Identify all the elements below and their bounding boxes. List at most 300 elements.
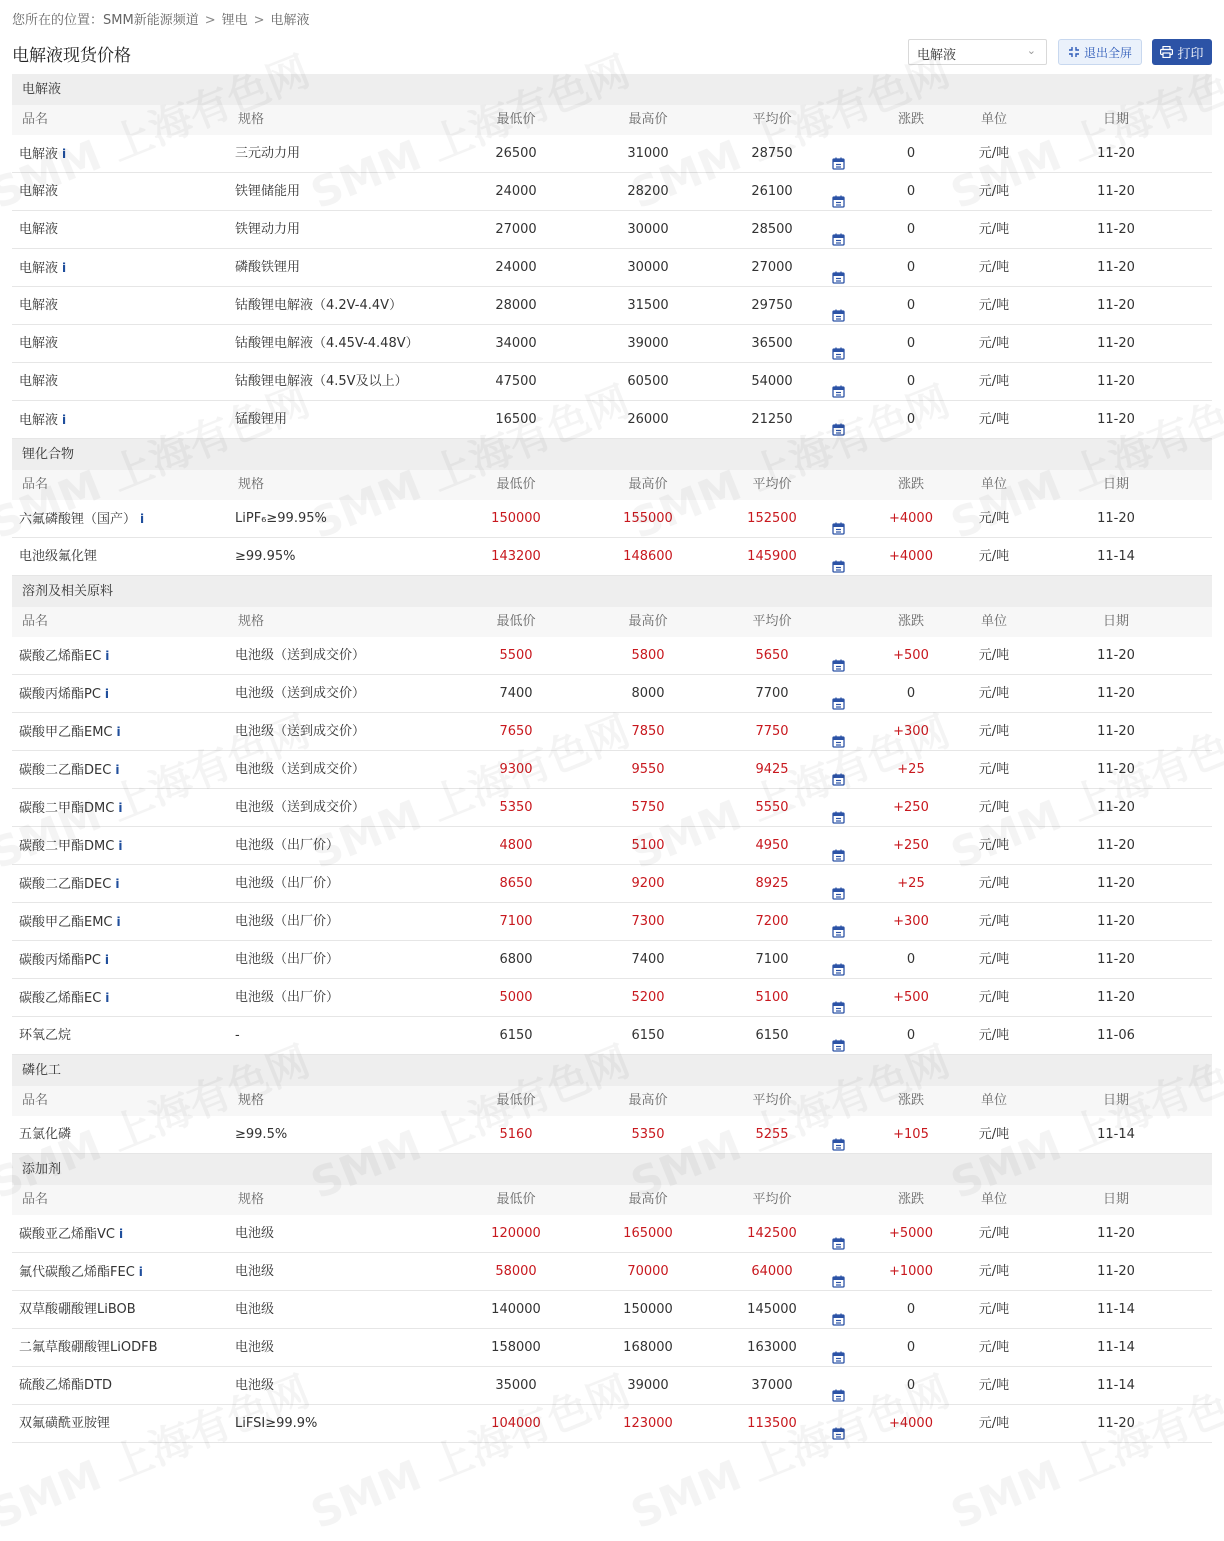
cell-avg: 26100 — [751, 184, 793, 199]
cell-date: 11-20 — [1097, 511, 1135, 526]
cell-avg: 8925 — [755, 876, 789, 891]
breadcrumb-link-channel[interactable]: SMM新能源频道 — [103, 13, 199, 28]
cell-low: 24000 — [495, 260, 537, 275]
cell-name[interactable] — [19, 1329, 158, 1367]
cell-change: 0 — [906, 1378, 916, 1393]
cell-avg: 5650 — [755, 648, 789, 663]
cell-change: 0 — [906, 184, 916, 199]
cell-spec: - — [235, 1028, 240, 1043]
cell-name[interactable] — [19, 363, 58, 401]
cell-high: 155000 — [623, 511, 673, 526]
calendar-chart-icon[interactable] — [832, 1030, 848, 1068]
cell-date: 11-20 — [1097, 1226, 1135, 1241]
cell-low: 28000 — [495, 298, 537, 313]
cell-high: 31500 — [627, 298, 669, 313]
cell-spec: 钴酸锂电解液（4.45V-4.48V） — [235, 336, 419, 351]
product-name[interactable]: 六氟磷酸锂（国产） — [19, 512, 137, 527]
info-icon[interactable]: i — [62, 413, 67, 427]
cell-high: 60500 — [627, 374, 669, 389]
table-row — [12, 713, 1212, 751]
calendar-chart-icon[interactable] — [832, 1129, 848, 1167]
cell-date: 11-20 — [1097, 374, 1135, 389]
cell-change: +25 — [897, 762, 925, 777]
cell-change: +105 — [893, 1127, 929, 1142]
cell-name[interactable] — [19, 979, 109, 1018]
cell-spec: 电池级（送到成交价） — [235, 724, 366, 739]
column-header-name: 品名 — [22, 1192, 49, 1207]
product-name[interactable]: 碳酸二甲酯DMC — [19, 839, 115, 854]
calendar-chart-icon[interactable] — [832, 551, 848, 589]
product-name[interactable]: 碳酸二乙酯DEC — [19, 763, 112, 778]
cell-change: 0 — [906, 222, 916, 237]
table-row — [12, 865, 1212, 903]
cell-date: 11-20 — [1097, 762, 1135, 777]
section-header: 磷化工 — [12, 1055, 1212, 1086]
cell-unit: 元/吨 — [978, 686, 1010, 701]
cell-name[interactable] — [19, 637, 109, 676]
table-row — [12, 827, 1212, 865]
cell-avg: 145000 — [747, 1302, 797, 1317]
product-name[interactable]: 碳酸甲乙酯EMC — [19, 725, 113, 740]
cell-avg: 4950 — [755, 838, 789, 853]
product-name[interactable]: 双草酸硼酸锂LiBOB — [19, 1302, 136, 1317]
cell-name[interactable] — [19, 249, 66, 288]
cell-date: 11-20 — [1097, 876, 1135, 891]
print-label: 打印 — [1177, 46, 1204, 62]
cell-low: 6150 — [499, 1028, 533, 1043]
cell-high: 39000 — [627, 1378, 669, 1393]
info-icon[interactable]: i — [104, 687, 110, 701]
page-title: 电解液现货价格 — [12, 46, 131, 66]
product-name[interactable]: 碳酸二甲酯DMC — [19, 801, 115, 816]
product-name[interactable]: 电解液 — [19, 298, 59, 313]
cell-unit: 元/吨 — [978, 260, 1010, 275]
product-name[interactable]: 碳酸丙烯酯PC — [19, 687, 101, 702]
product-name[interactable]: 碳酸乙烯酯EC — [19, 649, 102, 664]
cell-unit: 元/吨 — [978, 298, 1010, 313]
cell-spec: 电池级 — [235, 1340, 275, 1355]
cell-high: 30000 — [627, 260, 669, 275]
table-row — [12, 1405, 1212, 1443]
cell-low: 16500 — [495, 412, 537, 427]
info-icon[interactable]: i — [104, 953, 110, 967]
column-header-high: 最高价 — [628, 112, 668, 127]
column-header-low: 最低价 — [496, 1093, 536, 1108]
cell-date: 11-20 — [1097, 648, 1135, 663]
column-header-row — [12, 607, 1212, 637]
breadcrumb-link-lithium[interactable]: 锂电 — [221, 13, 248, 28]
cell-name[interactable] — [19, 1367, 112, 1405]
cell-change: 0 — [906, 1340, 916, 1355]
info-icon[interactable]: i — [105, 991, 110, 1005]
cell-low: 6800 — [499, 952, 533, 967]
cell-low: 5350 — [499, 800, 533, 815]
cell-unit: 元/吨 — [978, 1028, 1010, 1043]
cell-high: 7400 — [631, 952, 665, 967]
cell-low: 58000 — [495, 1264, 537, 1279]
cell-date: 11-20 — [1097, 1416, 1135, 1431]
cell-change: +5000 — [889, 1226, 933, 1241]
cell-low: 47500 — [495, 374, 537, 389]
product-name[interactable]: 碳酸二乙酯DEC — [19, 877, 112, 892]
cell-name[interactable] — [19, 941, 109, 980]
column-header-row — [12, 1185, 1212, 1215]
cell-avg: 6150 — [755, 1028, 789, 1043]
cell-date: 11-06 — [1097, 1028, 1135, 1043]
cell-change: +4000 — [889, 1416, 933, 1431]
info-icon[interactable]: i — [140, 512, 145, 526]
cell-change: +1000 — [889, 1264, 933, 1279]
cell-high: 28200 — [627, 184, 669, 199]
cell-name[interactable] — [19, 500, 144, 539]
product-name[interactable]: 碳酸亚乙烯酯VC — [19, 1227, 115, 1242]
table-row — [12, 637, 1212, 675]
column-header-unit: 单位 — [980, 477, 1007, 492]
table-row — [12, 1215, 1212, 1253]
cell-unit: 元/吨 — [978, 1127, 1010, 1142]
table-row — [12, 789, 1212, 827]
category-select-value: 电解液 — [917, 48, 957, 63]
product-name[interactable]: 电解液 — [19, 147, 59, 162]
cell-low: 34000 — [495, 336, 537, 351]
cell-date: 11-20 — [1097, 298, 1135, 313]
cell-low: 8650 — [499, 876, 533, 891]
cell-avg: 7750 — [755, 724, 789, 739]
cell-date: 11-14 — [1097, 1302, 1135, 1317]
column-header-change: 涨跌 — [897, 112, 924, 127]
product-name[interactable]: 硫酸乙烯酯DTD — [19, 1378, 112, 1393]
cell-avg: 163000 — [747, 1340, 797, 1355]
exit-fullscreen-button[interactable] — [1058, 39, 1142, 65]
column-header-row — [12, 1086, 1212, 1116]
column-header-low: 最低价 — [496, 614, 536, 629]
cell-date: 11-20 — [1097, 222, 1135, 237]
table-row — [12, 1253, 1212, 1291]
cell-name[interactable] — [19, 173, 58, 211]
cell-low: 9300 — [499, 762, 533, 777]
table-row — [12, 1017, 1212, 1055]
cell-avg: 29750 — [751, 298, 793, 313]
table-row — [12, 751, 1212, 789]
cell-high: 7850 — [631, 724, 665, 739]
cell-name[interactable] — [19, 865, 119, 904]
cell-date: 11-14 — [1097, 549, 1135, 564]
product-name[interactable]: 氟代碳酸乙烯酯FEC — [19, 1265, 135, 1280]
info-icon[interactable]: i — [62, 261, 67, 275]
cell-high: 8000 — [631, 686, 665, 701]
cell-change: 0 — [906, 412, 916, 427]
cell-unit: 元/吨 — [978, 1302, 1010, 1317]
product-name[interactable]: 碳酸甲乙酯EMC — [19, 915, 113, 930]
info-icon[interactable]: i — [118, 801, 123, 815]
cell-date: 11-20 — [1097, 724, 1135, 739]
cell-name[interactable] — [19, 1116, 71, 1154]
table-row — [12, 401, 1212, 439]
cell-spec: ≥99.95% — [235, 549, 296, 564]
cell-unit: 元/吨 — [978, 1226, 1010, 1241]
product-name[interactable]: 电解液 — [19, 374, 59, 389]
cell-date: 11-20 — [1097, 686, 1135, 701]
table-row — [12, 1329, 1212, 1367]
print-button[interactable] — [1152, 39, 1212, 65]
cell-name[interactable] — [19, 1017, 71, 1055]
column-header-spec: 规格 — [238, 1192, 265, 1207]
cell-name[interactable] — [19, 827, 122, 866]
collapse-icon — [1068, 46, 1080, 58]
price-table — [12, 74, 1212, 1443]
cell-date: 11-14 — [1097, 1127, 1135, 1142]
cell-spec: 钴酸锂电解液（4.5V及以上） — [235, 374, 408, 389]
column-header-high: 最高价 — [628, 1192, 668, 1207]
column-header-date: 日期 — [1102, 477, 1129, 492]
cell-avg: 21250 — [751, 412, 793, 427]
cell-unit: 元/吨 — [978, 952, 1010, 967]
cell-spec: 磷酸铁锂用 — [235, 260, 301, 275]
cell-unit: 元/吨 — [978, 914, 1010, 929]
cell-change: +300 — [893, 914, 929, 929]
product-name[interactable]: 二氟草酸硼酸锂LiODFB — [19, 1340, 158, 1355]
cell-high: 5350 — [631, 1127, 665, 1142]
exit-fullscreen-label: 退出全屏 — [1083, 45, 1132, 60]
cell-date: 11-20 — [1097, 412, 1135, 427]
cell-date: 11-20 — [1097, 952, 1135, 967]
cell-date: 11-20 — [1097, 914, 1135, 929]
column-header-date: 日期 — [1102, 1093, 1129, 1108]
cell-name[interactable] — [19, 903, 121, 942]
cell-spec: 电池级 — [235, 1302, 275, 1317]
cell-spec: 锰酸锂用 — [235, 412, 288, 427]
cell-spec: ≥99.5% — [235, 1127, 288, 1142]
cell-low: 104000 — [491, 1416, 541, 1431]
cell-unit: 元/吨 — [978, 412, 1010, 427]
cell-spec: LiFSI≥99.9% — [235, 1416, 318, 1431]
cell-low: 4800 — [499, 838, 533, 853]
cell-unit: 元/吨 — [978, 1264, 1010, 1279]
product-name[interactable]: 电解液 — [19, 336, 59, 351]
info-icon[interactable]: i — [116, 725, 121, 739]
cell-unit: 元/吨 — [978, 990, 1010, 1005]
info-icon[interactable]: i — [118, 1227, 124, 1241]
column-header-high: 最高价 — [628, 1093, 668, 1108]
cell-change: +4000 — [889, 549, 933, 564]
table-row — [12, 500, 1212, 538]
cell-high: 168000 — [623, 1340, 673, 1355]
cell-avg: 37000 — [751, 1378, 793, 1393]
cell-spec: 铁锂动力用 — [235, 222, 301, 237]
column-header-date: 日期 — [1102, 112, 1129, 127]
column-header-spec: 规格 — [238, 477, 265, 492]
cell-avg: 142500 — [747, 1226, 797, 1241]
calendar-chart-icon[interactable] — [832, 1418, 848, 1456]
cell-unit: 元/吨 — [978, 184, 1010, 199]
info-icon[interactable]: i — [116, 915, 121, 929]
column-header-change: 涨跌 — [897, 1192, 924, 1207]
cell-high: 30000 — [627, 222, 669, 237]
info-icon[interactable]: i — [62, 147, 67, 161]
table-row — [12, 1291, 1212, 1329]
calendar-chart-icon[interactable] — [832, 414, 848, 452]
printer-icon — [1160, 46, 1173, 58]
breadcrumb — [12, 9, 310, 28]
cell-high: 26000 — [627, 412, 669, 427]
cell-low: 7100 — [499, 914, 533, 929]
cell-low: 150000 — [491, 511, 541, 526]
cell-spec: 电池级（出厂价） — [235, 990, 340, 1005]
product-name[interactable]: 碳酸丙烯酯PC — [19, 953, 101, 968]
column-header-unit: 单位 — [980, 1093, 1007, 1108]
column-header-unit: 单位 — [980, 112, 1007, 127]
product-name[interactable]: 五氯化磷 — [19, 1127, 72, 1142]
cell-change: 0 — [906, 146, 916, 161]
cell-spec: 铁锂储能用 — [235, 184, 301, 199]
product-name[interactable]: 电解液 — [19, 261, 59, 276]
cell-name[interactable] — [19, 1215, 123, 1254]
cell-avg: 152500 — [747, 511, 797, 526]
cell-spec: 电池级（出厂价） — [235, 838, 340, 853]
cell-high: 9550 — [631, 762, 665, 777]
table-row — [12, 1116, 1212, 1154]
product-name[interactable]: 电解液 — [19, 184, 59, 199]
cell-change: 0 — [906, 686, 916, 701]
cell-avg: 27000 — [751, 260, 793, 275]
cell-low: 143200 — [491, 549, 541, 564]
product-name[interactable]: 环氧乙烷 — [19, 1028, 72, 1043]
cell-avg: 7700 — [755, 686, 789, 701]
column-header-low: 最低价 — [496, 112, 536, 127]
cell-name[interactable] — [19, 1253, 143, 1292]
info-icon[interactable]: i — [115, 877, 120, 891]
column-header-high: 最高价 — [628, 477, 668, 492]
column-header-date: 日期 — [1102, 614, 1129, 629]
cell-date: 11-14 — [1097, 1378, 1135, 1393]
cell-high: 5800 — [631, 648, 665, 663]
cell-unit: 元/吨 — [978, 146, 1010, 161]
cell-spec: 三元动力用 — [235, 146, 301, 161]
cell-change: +300 — [893, 724, 929, 739]
cell-change: 0 — [906, 260, 916, 275]
cell-unit: 元/吨 — [978, 549, 1010, 564]
cell-unit: 元/吨 — [978, 762, 1010, 777]
cell-name[interactable] — [19, 1405, 110, 1443]
cell-spec: 电池级 — [235, 1226, 275, 1241]
column-header-avg: 平均价 — [752, 614, 792, 629]
cell-name[interactable] — [19, 401, 66, 440]
column-header-low: 最低价 — [496, 477, 536, 492]
breadcrumb-prefix: 您所在的位置： — [12, 13, 104, 28]
product-name[interactable]: 电解液 — [19, 413, 59, 428]
cell-change: 0 — [906, 1028, 916, 1043]
cell-unit: 元/吨 — [978, 1340, 1010, 1355]
cell-avg: 28500 — [751, 222, 793, 237]
cell-name[interactable] — [19, 751, 119, 790]
cell-high: 148600 — [623, 549, 673, 564]
cell-low: 24000 — [495, 184, 537, 199]
product-name[interactable]: 双氟磺酰亚胺锂 — [19, 1416, 111, 1431]
column-header-row — [12, 470, 1212, 500]
cell-low: 7400 — [499, 686, 533, 701]
cell-date: 11-20 — [1097, 146, 1135, 161]
table-row — [12, 538, 1212, 576]
column-header-date: 日期 — [1102, 1192, 1129, 1207]
cell-change: +4000 — [889, 511, 933, 526]
cell-spec: 电池级（送到成交价） — [235, 762, 366, 777]
column-header-low: 最低价 — [496, 1192, 536, 1207]
column-header-spec: 规格 — [238, 112, 265, 127]
column-header-avg: 平均价 — [752, 1093, 792, 1108]
cell-low: 5160 — [499, 1127, 533, 1142]
column-header-row — [12, 105, 1212, 135]
cell-date: 11-14 — [1097, 1340, 1135, 1355]
cell-date: 11-20 — [1097, 800, 1135, 815]
product-name[interactable]: 电解液 — [19, 222, 59, 237]
table-row — [12, 173, 1212, 211]
breadcrumb-current: 电解液 — [270, 13, 310, 28]
table-row — [12, 941, 1212, 979]
cell-spec: 电池级（出厂价） — [235, 952, 340, 967]
info-icon[interactable]: i — [105, 649, 110, 663]
product-name[interactable]: 碳酸乙烯酯EC — [19, 991, 102, 1006]
cell-high: 165000 — [623, 1226, 673, 1241]
cell-low: 158000 — [491, 1340, 541, 1355]
cell-date: 11-20 — [1097, 990, 1135, 1005]
cell-name[interactable] — [19, 1291, 136, 1329]
cell-low: 140000 — [491, 1302, 541, 1317]
table-row — [12, 249, 1212, 287]
cell-name[interactable] — [19, 789, 122, 828]
cell-name[interactable] — [19, 713, 121, 752]
cell-name[interactable] — [19, 538, 97, 576]
column-header-avg: 平均价 — [752, 477, 792, 492]
cell-unit: 元/吨 — [978, 648, 1010, 663]
column-header-unit: 单位 — [980, 614, 1007, 629]
info-icon[interactable]: i — [118, 839, 123, 853]
cell-avg: 7200 — [755, 914, 789, 929]
cell-name[interactable] — [19, 211, 58, 249]
cell-change: 0 — [906, 298, 916, 313]
cell-avg: 28750 — [751, 146, 793, 161]
cell-name[interactable] — [19, 287, 58, 325]
cell-date: 11-20 — [1097, 260, 1135, 275]
column-header-unit: 单位 — [980, 1192, 1007, 1207]
cell-name[interactable] — [19, 675, 109, 714]
cell-name[interactable] — [19, 135, 66, 174]
cell-date: 11-20 — [1097, 1264, 1135, 1279]
cell-avg: 5255 — [755, 1127, 789, 1142]
category-select[interactable] — [908, 39, 1047, 65]
cell-spec: 钴酸锂电解液（4.2V-4.4V） — [235, 298, 403, 313]
cell-spec: 电池级 — [235, 1378, 275, 1393]
table-row — [12, 363, 1212, 401]
info-icon[interactable]: i — [138, 1265, 143, 1279]
product-name[interactable]: 电池级氟化锂 — [19, 549, 98, 564]
table-row — [12, 979, 1212, 1017]
cell-high: 39000 — [627, 336, 669, 351]
cell-avg: 64000 — [751, 1264, 793, 1279]
table-row — [12, 675, 1212, 713]
cell-name[interactable] — [19, 325, 58, 363]
column-header-spec: 规格 — [238, 614, 265, 629]
cell-spec: LiPF₆≥99.95% — [235, 511, 327, 526]
cell-avg: 5100 — [755, 990, 789, 1005]
cell-avg: 113500 — [747, 1416, 797, 1431]
table-row — [12, 135, 1212, 173]
cell-avg: 36500 — [751, 336, 793, 351]
cell-avg: 9425 — [755, 762, 789, 777]
column-header-change: 涨跌 — [897, 1093, 924, 1108]
info-icon[interactable]: i — [115, 763, 120, 777]
cell-low: 27000 — [495, 222, 537, 237]
cell-change: +250 — [893, 800, 929, 815]
